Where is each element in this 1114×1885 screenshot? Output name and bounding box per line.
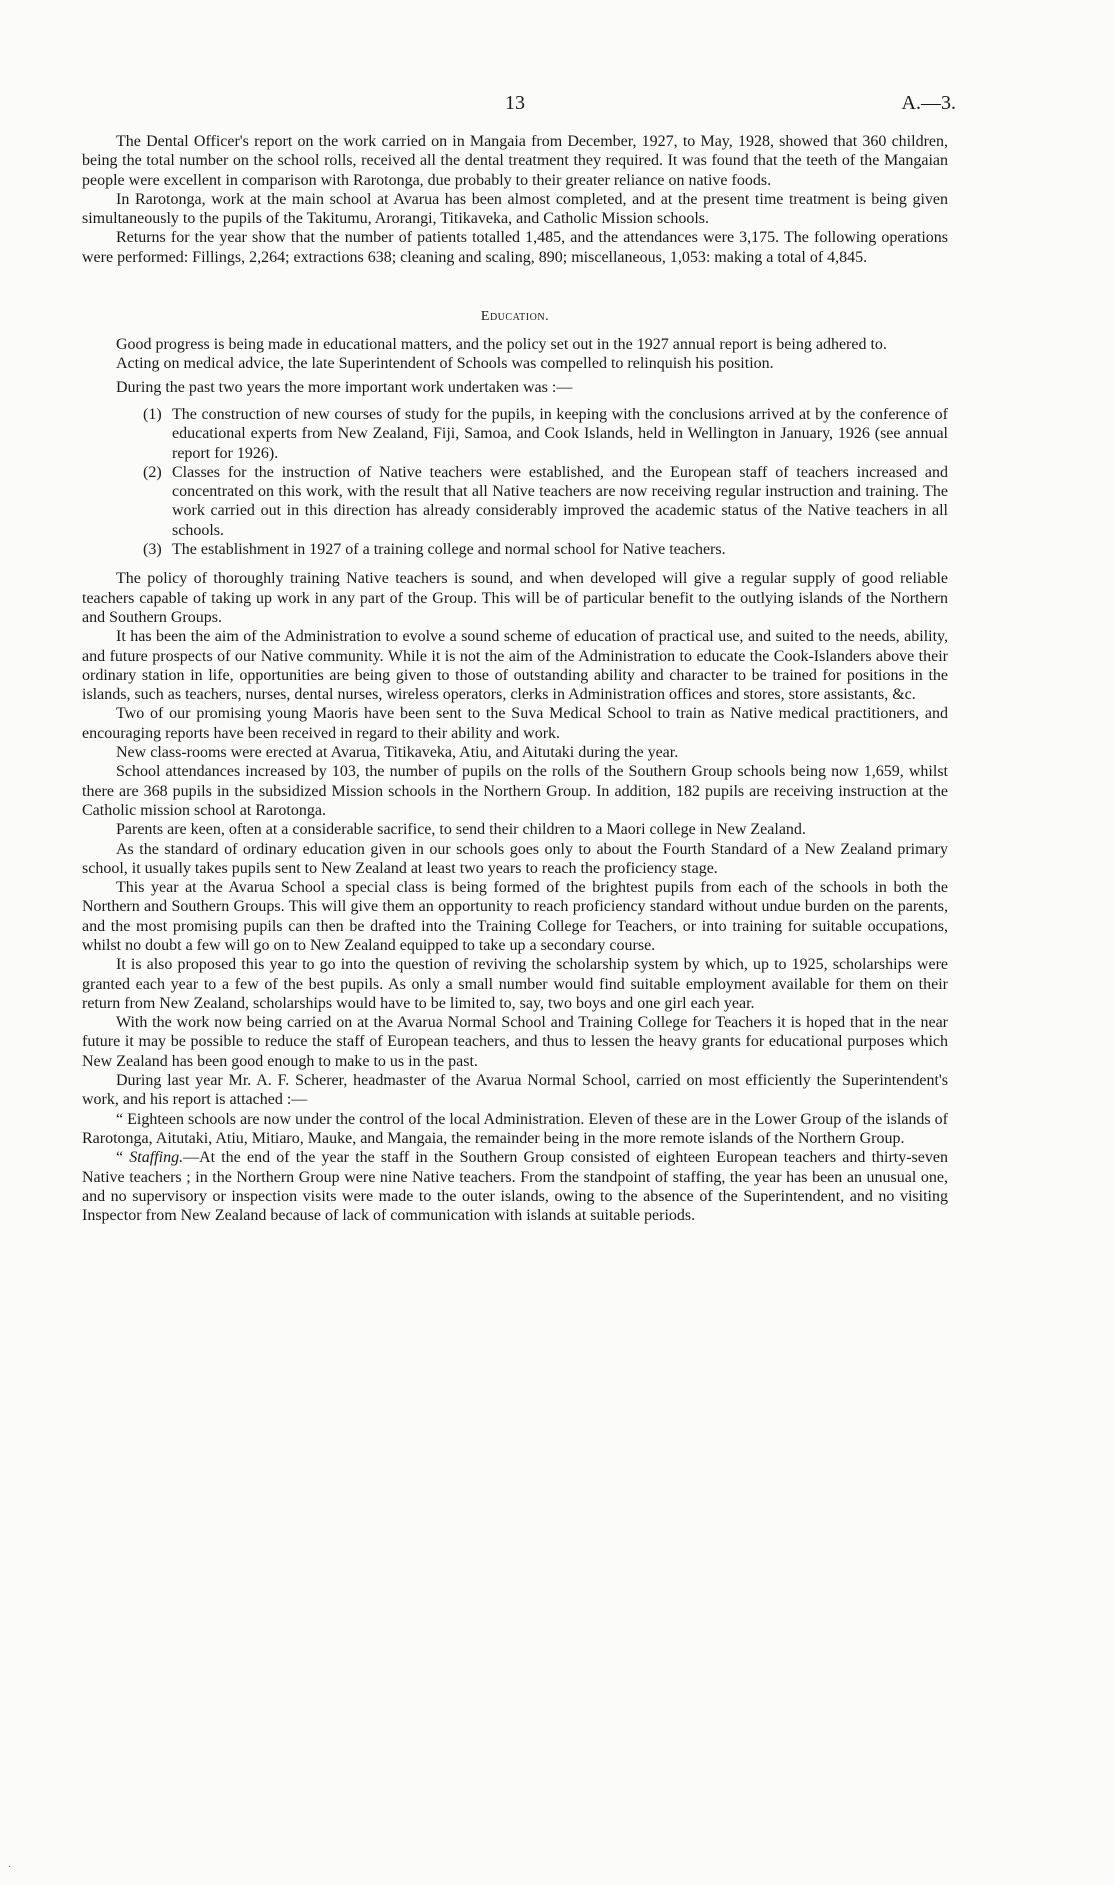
list-item: [82, 405, 948, 463]
list-item-number: (2): [143, 463, 162, 481]
body-paragraph: As the standard of ordinary education given in our schools goes only to about the Fourth Standard of a New Zealand primary school, it usually takes pupils sent to New Zealand at least two years to reach the proficiency stage.: [82, 840, 948, 877]
document-reference: A.—3.: [901, 92, 956, 114]
body-paragraph: It is also proposed this year to go into the question of reviving the scholarship system by which, up to 1925, scholarships were granted each year to a few of the best pupils. As only a small number would find suitable employment available for them on their return from New Zealand, scholarships would have to be limited to, say, two boys and one girl each year.: [82, 956, 948, 1012]
body-paragraph: With the work now being carried on at the Avarua Normal School and Training College for Teachers it is hoped that in the near future it may be possible to reduce the staff of European teachers, and thus to lessen the heavy grants for educational purposes which New Zealand has been good enough to make to us in the past.: [82, 1014, 948, 1070]
list-item-number: (1): [143, 405, 162, 423]
body-paragraph: New class-rooms were erected at Avarua, Titikaveka, Atiu, and Aitutaki during the year.: [116, 744, 679, 762]
scan-mark: ·: [8, 1862, 12, 1873]
body-paragraph: School attendances increased by 103, the number of pupils on the rolls of the Southern Group schools being now 1,659, whilst there are 368 pupils in the subsidized Mission schools in the Northern Group. In addition, 182 pupils are receiving instruction at the Catholic mission school at Rarotonga.: [82, 763, 948, 819]
body-paragraph: During last year Mr. A. F. Scherer, headmaster of the Avarua Normal School, carried on most efficiently the Superintendent's work, and his report is attached :—: [82, 1072, 948, 1109]
section-heading-education: Education.: [480, 309, 550, 325]
staffing-text: —At the end of the year the staff in the Southern Group consisted of eighteen European teachers and thirty-seven Native teachers ; in the Northern Group were nine Native teachers. From the standpoint of staffing, the year has been an unusual one, and no supervisory or inspection visits were made to the outer islands, owing to the absence of the Superintendent, and no visiting Inspector from New Zealand because of lack of communication with islands at suitable periods.: [82, 1149, 948, 1225]
staffing-open-quote: “: [116, 1149, 130, 1167]
list-item-text: The construction of new courses of study for the pupils, in keeping with the conclusions arrived at by the conference of educational experts from New Zealand, Fiji, Samoa, and Cook Islands, held in Wellington in January, 1926 (see annual report for 1926).: [172, 405, 948, 462]
dental-report-section: [82, 132, 948, 267]
page-header: [82, 92, 956, 132]
list-item: [82, 463, 948, 540]
staffing-label: Staffing.: [129, 1149, 184, 1167]
body-paragraph: It has been the aim of the Administration to evolve a sound scheme of education of practical use, and suited to the needs, ability, and future prospects of our Native community. While it is not the aim of the Administration to educate the Cook-Islanders above their ordinary station in life, opportunities are being given to those of outstanding ability and character to be trained for positions in the islands, such as teachers, nurses, dental nurses, wireless operators, clerks in Administration offices and stores, store assistants, &c.: [82, 628, 948, 704]
body-paragraph: Two of our promising young Maoris have been sent to the Suva Medical School to train as Native medical practitioners, and encouraging reports have been received in regard to their ability and work.: [82, 705, 948, 742]
list-item-number: (3): [143, 541, 162, 559]
document-page: [82, 92, 956, 1225]
list-item: [82, 540, 948, 559]
body-paragraph: The policy of thoroughly training Native teachers is sound, and when developed will give a regular supply of good reliable teachers capable of taking up work in any part of the Group. This will be of particular benefit to the outlying islands of the Northern and Southern Groups.: [82, 570, 948, 626]
body-paragraph: Returns for the year show that the number of patients totalled 1,485, and the attendances were 3,175. The following operations were performed: Fillings, 2,264; extractions 638; cleaning and scaling, 890; miscellaneous, 1,053: making a total of 4,845.: [82, 229, 948, 266]
list-item-text: Classes for the instruction of Native teachers were established, and the European staff of teachers increased and concentrated on this work, with the result that all Native teachers are now receiving regular instruction and training. The work carried out in this direction has already considerably improved the academic status of the Native teachers in all schools.: [172, 463, 948, 539]
body-paragraph: Parents are keen, often at a considerable sacrifice, to send their children to a Maori college in New Zealand.: [116, 821, 806, 839]
quoted-report-paragraph: “ Eighteen schools are now under the control of the local Administration. Eleven of these are in the Lower Group of the islands of Rarotonga, Aitutaki, Atiu, Mitiaro, Mauke, and Mangaia, the remainder being in the more remote islands of the Northern Group.: [82, 1110, 948, 1147]
body-paragraph: Good progress is being made in educational matters, and the policy set out in the 1927 annual report is being adhered to.: [116, 336, 887, 354]
body-paragraph: During the past two years the more important work undertaken was :—: [116, 378, 573, 396]
numbered-list: [82, 405, 948, 559]
body-paragraph: The Dental Officer's report on the work carried on in Mangaia from December, 1927, to May, 1928, showed that 360 children, being the total number on the school rolls, received all the dental treatment they required. It was found that the teeth of the Mangaian people were excellent in comparison with Rarotonga, due probably to their greater reliance on native foods.: [82, 133, 948, 189]
page-number: 13: [505, 92, 525, 114]
education-section: [82, 335, 948, 1225]
list-item-text: The establishment in 1927 of a training college and normal school for Native teachers.: [172, 541, 726, 559]
body-paragraph: This year at the Avarua School a special class is being formed of the brightest pupils from each of the schools in both the Northern and Southern Groups. This will give them an opportunity to reach proficiency standard without undue burden on the parents, and the most promising pupils can then be drafted into the Training College for Teachers, or into training for suitable occupations, whilst no doubt a few will go on to New Zealand equipped to take up a secondary course.: [82, 879, 948, 954]
staffing-paragraph: [82, 1148, 948, 1225]
body-paragraph: In Rarotonga, work at the main school at Avarua has been almost completed, and at the present time treatment is being given simultaneously to the pupils of the Takitumu, Arorangi, Titikaveka, and Catholic Mission schools.: [82, 190, 948, 228]
body-paragraph: Acting on medical advice, the late Superintendent of Schools was compelled to relinquish his position.: [116, 355, 774, 373]
